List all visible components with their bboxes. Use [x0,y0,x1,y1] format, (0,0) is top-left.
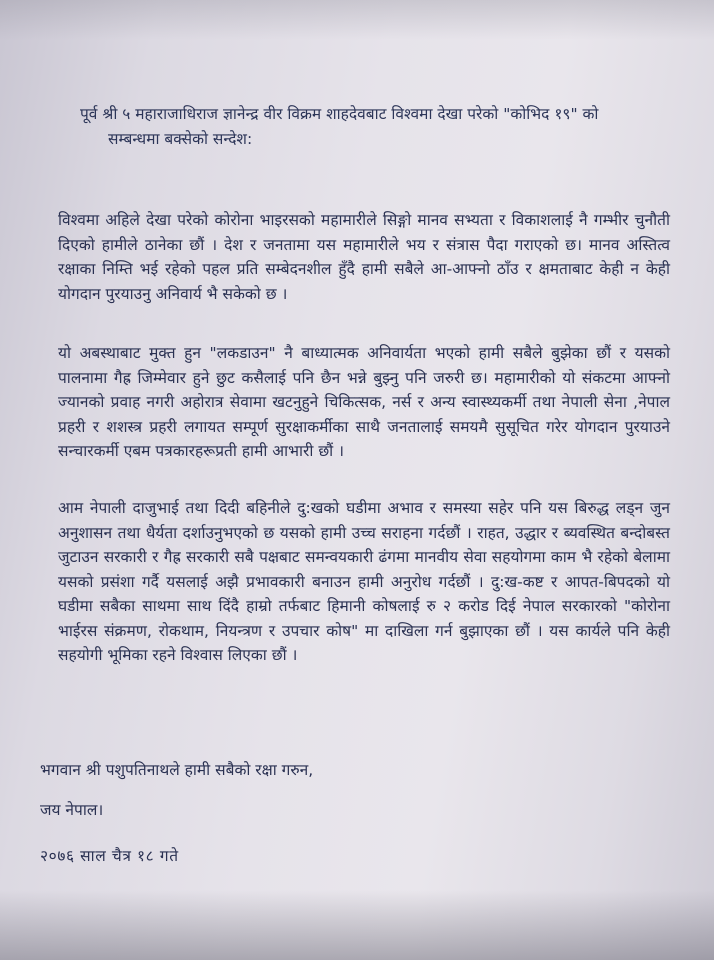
paragraph-1: विश्वमा अहिले देखा परेको कोरोना भाइरसको महामारीले सिङ्गो मानव सभ्यता र विकाशलाई नै गम्भीर चुनौती दिएको हामीले ठानेका छौं । देश र जनतामा यस महामारीले भय र संत्रास पैदा गराएको छ। मानव अस्तित्व रक्षाका निम्ति भई रहेको पहल प्रति सम्बेदनशील हुँदै हामी सबैले आ-आफ्नो ठाँउ र क्षमताबाट केही न केही योगदान पुरयाउनु अनिवार्य भै सकेको छ । [58,211,670,303]
title-line-2: सम्बन्धमा बक्सेको सन्देश: [108,130,253,148]
blessing-line: भगवान श्री पशुपतिनाथले हामी सबैको रक्षा गरुन, [40,761,314,779]
paragraph-3: आम नेपाली दाजुभाई तथा दिदी बहिनीले दु:खको घडीमा अभाव र समस्या सहेर पनि यस बिरुद्ध लड्न जुन अनुशासन तथा धैर्यता दर्शाउनुभएको छ यसको हामी उच्च सराहना गर्दछौं । राहत, उद्धार र ब्यवस्थित बन्दोबस्त जुटाउन सरकारी र गैह्र सरकारी सबै पक्षबाट समन्वयकारी ढंगमा मानवीय सेवा सहयोगमा काम भै रहेको बेलामा यसको प्रसंशा गर्दै यसलाई अझै प्रभावकारी बनाउन हामी अनुरोध गर्दछौं । दु:ख-कष्ट र आपत-बिपदको यो घडीमा सबैका साथमा साथ दिंदै हाम्रो तर्फबाट हिमानी कोषलाई रु २ करोड दिई नेपाल सरकारको "कोरोना भाईरस संक्रमण, रोकथाम, नियन्त्रण र उपचार कोष" मा दाखिला गर्न बुझाएका छौं । यस कार्यले पनि केही सहयोगी भूमिका रहने विश्वास लिएका छौं । [58,499,670,664]
page-shadow-bottom [0,890,714,960]
date-line: २०७६ साल चैत्र १८ गते [40,847,179,865]
title-line-1: पूर्व श्री ५ महाराजाधिराज ज्ञानेन्द्र वीर विक्रम शाहदेवबाट विश्वमा देखा परेको "कोभिद १९" को [80,105,599,123]
document-title [80,102,640,152]
paragraph-2: यो अबस्थाबाट मुक्त हुन "लकडाउन" नै बाध्यात्मक अनिवार्यता भएको हामी सबैले बुझेका छौं र यसको पालनामा गैह्र जिम्मेवार हुने छुट कसैलाई पनि छैन भन्ने बुझ्नु पनि जरुरी छ। महामारीको यो संकटमा आफ्नो ज्यानको प्रवाह नगरी अहोरात्र सेवामा खटनुहुने चिकित्सक, नर्स र अन्य स्वास्थ्यकर्मी तथा नेपाली सेना ,नेपाल प्रहरी र शशस्त्र प्रहरी लगायत सम्पूर्ण सुरक्षाकर्मीका साथै जनतालाई समयमै सुसूचित गरेर योगदान पुरयाउने सन्चारकर्मी एबम पत्रकारहरूप्रती हामी आभारी छौं । [58,344,670,460]
salutation-line: जय नेपाल। [40,801,104,819]
page-shadow-top [0,0,714,40]
